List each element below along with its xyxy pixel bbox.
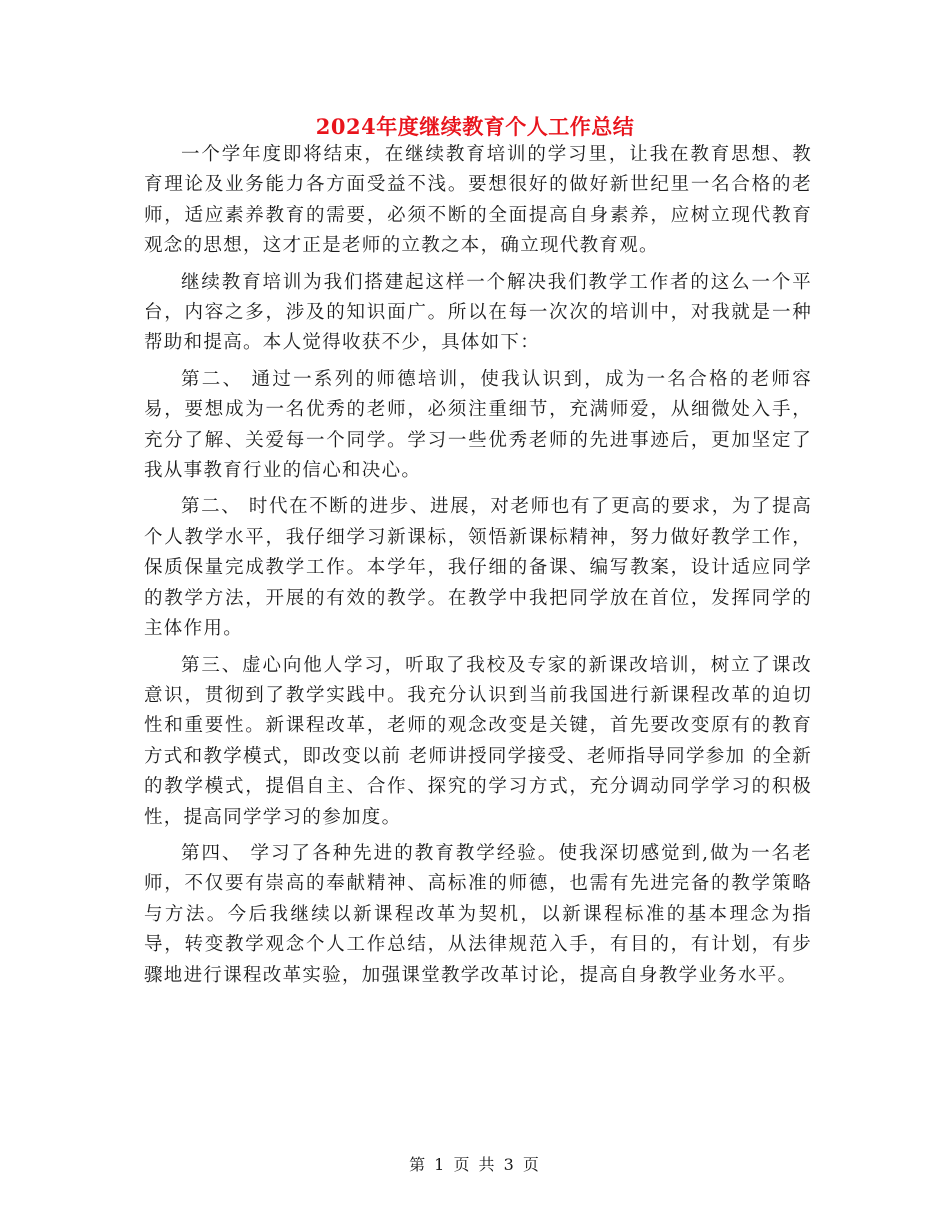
paragraph-1: 一个学年度即将结束，在继续教育培训的学习里，让我在教育思想、教育理论及业务能力各方面受益不浅。要想很好的做好新世纪里一名合格的老师，适应素养教育的需要，必须不断的全面提高自身素养，应树立现代教育观念的思想，这才正是老师的立教之本，确立现代教育观。 bbox=[144, 144, 812, 257]
page-number-footer: 第 1 页 共 3 页 bbox=[409, 1155, 541, 1174]
document-title: 2024年度继续教育个人工作总结 bbox=[315, 114, 635, 139]
paragraph-2: 继续教育培训为我们搭建起这样一个解决我们教学工作者的这么一个平台，内容之多，涉及的知识面广。所以在每一次次的培训中，对我就是一种帮助和提高。本人觉得收获不少，具体如下： bbox=[144, 271, 812, 354]
paragraph-6: 第四、 学习了各种先进的教育教学经验。使我深切感觉到,做为一名老师，不仅要有崇高的奉献精神、高标准的师德，也需有先进完备的教学策略与方法。今后我继续以新课程改革为契机，以新课程标准的基本理念为指导，转变教学观念个人工作总结，从法律规范入手，有目的，有计划，有步骤地进行课程改革实验，加强课堂教学改革讨论，提高自身教学业务水平。 bbox=[144, 842, 812, 986]
document-body bbox=[144, 140, 812, 997]
paragraph-5: 第三、虚心向他人学习，听取了我校及专家的新课改培训，树立了课改意识，贯彻到了教学实践中。我充分认识到当前我国进行新课程改革的迫切性和重要性。新课程改革，老师的观念改变是关键，首先要改变原有的教育方式和教学模式，即改变以前 老师讲授同学接受、老师指导同学参加 的全新的教学模式，提倡自主、合作、探究的学习方式，充分调动同学学习的积极性，提高同学学习的参加度。 bbox=[144, 654, 812, 828]
paragraph-4: 第二、 时代在不断的进步、进展，对老师也有了更高的要求，为了提高个人教学水平，我仔细学习新课标，领悟新课标精神，努力做好教学工作，保质保量完成教学工作。本学年，我仔细的备课、编写教案，设计适应同学的教学方法，开展的有效的教学。在教学中我把同学放在首位，发挥同学的主体作用。 bbox=[144, 496, 812, 640]
paragraph-3: 第二、 通过一系列的师德培训，使我认识到，成为一名合格的老师容易，要想成为一名优秀的老师，必须注重细节，充满师爱，从细微处入手，充分了解、关爱每一个同学。学习一些优秀老师的先进事迹后，更加坚定了我从事教育行业的信心和决心。 bbox=[144, 368, 812, 482]
